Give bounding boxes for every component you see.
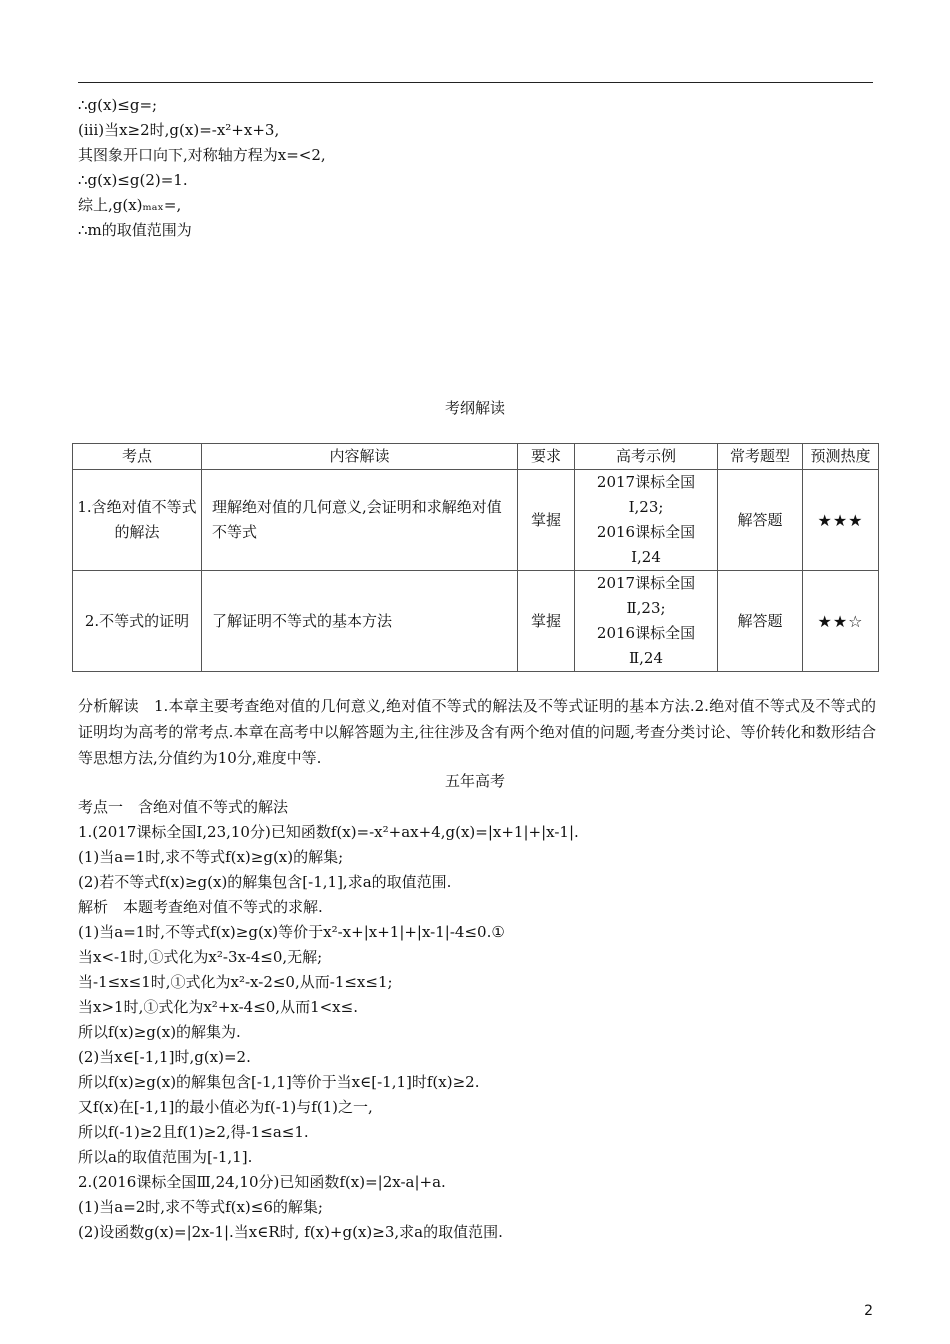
text-line: 所以a的取值范围为[-1,1]. bbox=[78, 1148, 253, 1166]
text-line: ∴m的取值范围为 bbox=[78, 221, 192, 239]
text-line: (1)当a=2时,求不等式f(x)≤6的解集; bbox=[78, 1198, 323, 1216]
topic-cell: 1.含绝对值不等式的解法 bbox=[73, 470, 202, 571]
text-line: 当-1≤x≤1时,①式化为x²-x-2≤0,从而-1≤x≤1; bbox=[78, 973, 393, 991]
examples-cell bbox=[575, 571, 718, 672]
examples-cell bbox=[575, 470, 718, 571]
example-line: 2017课标全国 bbox=[596, 473, 696, 491]
example-line: 2017课标全国 bbox=[596, 574, 696, 592]
example-line: 2016课标全国 bbox=[596, 523, 696, 541]
text-line: ∴g(x)≤g(2)=1. bbox=[78, 171, 188, 189]
text-line: ∴g(x)≤g=; bbox=[78, 96, 158, 114]
example-line: Ⅱ,24 bbox=[628, 649, 664, 667]
header-cell: 常考题型 bbox=[718, 444, 803, 470]
header-rule bbox=[78, 82, 873, 83]
text-line: 其图象开口向下,对称轴方程为x=<2, bbox=[78, 146, 326, 164]
heat-rating: ★★☆ bbox=[803, 571, 879, 672]
section-title: 五年高考 bbox=[444, 772, 505, 790]
text-line: (iii)当x≥2时,g(x)=-x²+x+3, bbox=[78, 121, 280, 139]
table-header-row bbox=[73, 444, 879, 470]
text-line: 又f(x)在[-1,1]的最小值必为f(-1)与f(1)之一, bbox=[78, 1098, 373, 1116]
text-line: 所以f(x)≥g(x)的解集为. bbox=[78, 1023, 241, 1041]
text-line: 1.(2017课标全国Ⅰ,23,10分)已知函数f(x)=-x²+ax+4,g(x)=|x+1|+|x-1|. bbox=[78, 823, 579, 841]
type-cell: 解答题 bbox=[718, 470, 803, 571]
header-cell: 考点 bbox=[73, 444, 202, 470]
text-line: (2)当x∈[-1,1]时,g(x)=2. bbox=[78, 1048, 251, 1066]
text-line: (1)当a=1时,求不等式f(x)≥g(x)的解集; bbox=[78, 848, 344, 866]
text-line: (2)若不等式f(x)≥g(x)的解集包含[-1,1],求a的取值范围. bbox=[78, 873, 452, 891]
syllabus-table bbox=[72, 443, 879, 672]
text-line: 所以f(-1)≥2且f(1)≥2,得-1≤a≤1. bbox=[78, 1123, 309, 1141]
example-line: 2016课标全国 bbox=[596, 624, 696, 642]
header-cell: 要求 bbox=[518, 444, 575, 470]
analysis-paragraph: 分析解读 1.本章主要考查绝对值的几何意义,绝对值不等式的解法及不等式证明的基本方法.2.绝对值不等式及不等式的证明均为高考的常考点.本章在高考中以解答题为主,往往涉及含有两个绝对值的问题,考查分类讨论、等价转化和数形结合等思想方法,分值约为10分,难度中等. bbox=[78, 697, 876, 767]
table-row bbox=[73, 571, 879, 672]
text-line: (1)当a=1时,不等式f(x)≥g(x)等价于x²-x+|x+1|+|x-1|-4≤0.① bbox=[78, 923, 505, 941]
content-cell: 了解证明不等式的基本方法 bbox=[202, 571, 518, 672]
header-cell: 预测热度 bbox=[803, 444, 879, 470]
content-cell: 理解绝对值的几何意义,会证明和求解绝对值不等式 bbox=[202, 470, 518, 571]
example-line: Ⅰ,24 bbox=[631, 548, 661, 566]
table-row bbox=[73, 470, 879, 571]
text-line: 当x<-1时,①式化为x²-3x-4≤0,无解; bbox=[78, 948, 323, 966]
page-number: 2 bbox=[864, 1303, 873, 1319]
requirement-cell: 掌握 bbox=[518, 571, 575, 672]
heat-rating: ★★★ bbox=[803, 470, 879, 571]
text-line: 解析 本题考查绝对值不等式的求解. bbox=[78, 898, 323, 916]
text-line: 综上,g(x)ₘₐₓ=, bbox=[78, 196, 182, 214]
exam-problems bbox=[78, 795, 878, 1245]
type-cell: 解答题 bbox=[718, 571, 803, 672]
text-line: (2)设函数g(x)=|2x-1|.当x∈R时, f(x)+g(x)≥3,求a的取值范围. bbox=[78, 1223, 503, 1241]
requirement-cell: 掌握 bbox=[518, 470, 575, 571]
topic-cell: 2.不等式的证明 bbox=[73, 571, 202, 672]
text-line: 当x>1时,①式化为x²+x-4≤0,从而1<x≤. bbox=[78, 998, 358, 1016]
text-line: 2.(2016课标全国Ⅲ,24,10分)已知函数f(x)=|2x-a|+a. bbox=[78, 1173, 446, 1191]
example-line: Ⅱ,23; bbox=[626, 599, 666, 617]
header-cell: 内容解读 bbox=[202, 444, 518, 470]
header-cell: 高考示例 bbox=[575, 444, 718, 470]
example-line: Ⅰ,23; bbox=[628, 498, 664, 516]
solution-continuation bbox=[78, 93, 878, 243]
section-title: 考纲解读 bbox=[444, 399, 505, 417]
text-line: 考点一 含绝对值不等式的解法 bbox=[78, 798, 289, 816]
text-line: 所以f(x)≥g(x)的解集包含[-1,1]等价于当x∈[-1,1]时f(x)≥2. bbox=[78, 1073, 480, 1091]
